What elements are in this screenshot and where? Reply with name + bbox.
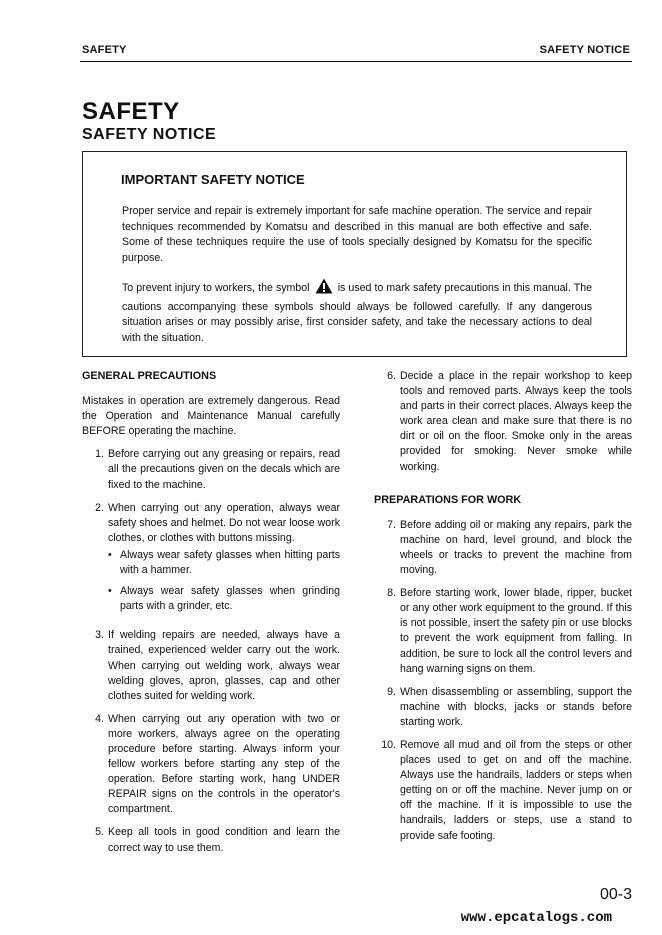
- general-intro: Mistakes in operation are extremely dangerous. Read the Operation and Maintenance Manual carefully BEFORE operating the machine.: [82, 395, 340, 438]
- running-header-right: SAFETY NOTICE: [539, 44, 630, 56]
- notice-paragraph-1: Proper service and repair is extremely important for safe machine operation. The service and repair techniques recommended by Komatsu and described in this manual are both effective and safe. Some of these techniques require the use of tools specially designed by Komatsu for the specific purpose.: [122, 205, 592, 264]
- item-text: When carrying out any operation with two or more workers, always agree on the operating procedure before starting. Always inform your fellow workers before starting any step of the operation. Before starting work, hang UNDER REPAIR signs on the controls in the operator's compartment.: [108, 712, 340, 816]
- warning-triangle-icon: [315, 278, 333, 300]
- left-column: [82, 369, 340, 864]
- list-item-2: [82, 501, 340, 621]
- item-number: 1.: [95, 448, 104, 461]
- item-text: Before starting work, lower blade, ripper, bucket or any other work equipment to the ground. If this is not possible, insert the safety pin or use blocks to prevent the work equipment from falling. In addition, be sure to lock all the control levers and hang warning signs on them.: [400, 587, 632, 675]
- item-text: Before carrying out any greasing or repairs, read all the precautions given on the decals which are fixed to the machine.: [108, 448, 340, 491]
- item-number: 6.: [387, 370, 396, 382]
- list-item-8: [374, 586, 632, 677]
- list-item-4: [82, 712, 340, 818]
- important-safety-notice-box: [82, 151, 627, 357]
- bullet-item: [108, 584, 340, 614]
- item-number: 9.: [387, 685, 396, 698]
- list-item-7: [374, 518, 632, 578]
- page-number: 00-3: [599, 886, 632, 903]
- bullet-icon: •: [108, 585, 112, 598]
- running-header-left: SAFETY: [82, 44, 127, 56]
- page-subtitle: SAFETY NOTICE: [82, 126, 217, 143]
- item-text: When disassembling or assembling, support the machine with blocks, jacks or stands before starting work.: [400, 685, 632, 728]
- notice-p2-before: To prevent injury to workers, the symbol: [122, 282, 310, 294]
- item-text: If welding repairs are needed, always have a trained, experienced welder carry out the work. When carrying out welding work, always wear welding gloves, apron, glasses, cap and other clothes suited for welding work.: [108, 629, 340, 702]
- item-text: Decide a place in the repair workshop to keep tools and removed parts. Always keep the tools and parts in their correct places. Always keep the work area clean and make sure that there is no dirt or oil on the floor. Smoke only in the areas provided for smoking. Never smoke while working.: [400, 370, 632, 473]
- item-text: Keep all tools in good condition and learn the correct way to use them.: [108, 826, 340, 854]
- general-precautions-heading: GENERAL PRECAUTIONS: [82, 370, 217, 382]
- list-item-3: [82, 628, 340, 703]
- item-body: [108, 501, 340, 621]
- right-column: [374, 369, 632, 852]
- list-item-6: [374, 369, 632, 475]
- item-number: 3.: [95, 629, 104, 642]
- item-number: 10.: [381, 738, 396, 751]
- bullet-text: Always wear safety glasses when hitting parts with a hammer.: [120, 548, 340, 577]
- preparations-heading: PREPARATIONS FOR WORK: [374, 493, 522, 506]
- item-number: 7.: [387, 518, 396, 531]
- page-title: SAFETY: [82, 98, 180, 125]
- watermark-link[interactable]: www.epcatalogs.com: [460, 910, 612, 926]
- list-item-9: [374, 685, 632, 730]
- notice-paragraph-2: [122, 278, 592, 346]
- item-number: 4.: [95, 712, 104, 725]
- notice-heading: IMPORTANT SAFETY NOTICE: [121, 172, 305, 187]
- item-number: 2.: [95, 501, 104, 514]
- list-item-1: [82, 447, 340, 492]
- list-item-5: [82, 825, 340, 855]
- item-text: Before adding oil or making any repairs, park the machine on hard, level ground, and block the wheels or tracks to prevent the machine from moving.: [400, 518, 632, 577]
- bullet-text: Always wear safety glasses when grinding parts with a grinder, etc.: [120, 585, 340, 613]
- item-text: Remove all mud and oil from the steps or other places used to get on and off the machine. Always use the handrails, ladders or steps when getting on or off the machine. Never jump on or off the machine. If it is impossible to use the handrails, ladders or steps, use a stand to provide safe footing.: [400, 738, 632, 842]
- item-number: 5.: [95, 826, 104, 839]
- item-number: 8.: [387, 587, 396, 600]
- item-text: When carrying out any operation, always wear safety shoes and helmet. Do not wear loose work clothes, or clothes with buttons missing.: [108, 501, 340, 544]
- header-rule: [80, 61, 632, 62]
- list-item-10: [374, 738, 632, 844]
- bullet-item: [108, 548, 340, 578]
- notice-p2-after: is used to mark safety precautions in this manual. The cautions accompanying these symbols should always be followed carefully. If any dangerous situation arises or may possibly arise, first consider safety, and take the necessary actions to deal with the situation.: [122, 282, 592, 344]
- bullet-icon: •: [108, 548, 112, 561]
